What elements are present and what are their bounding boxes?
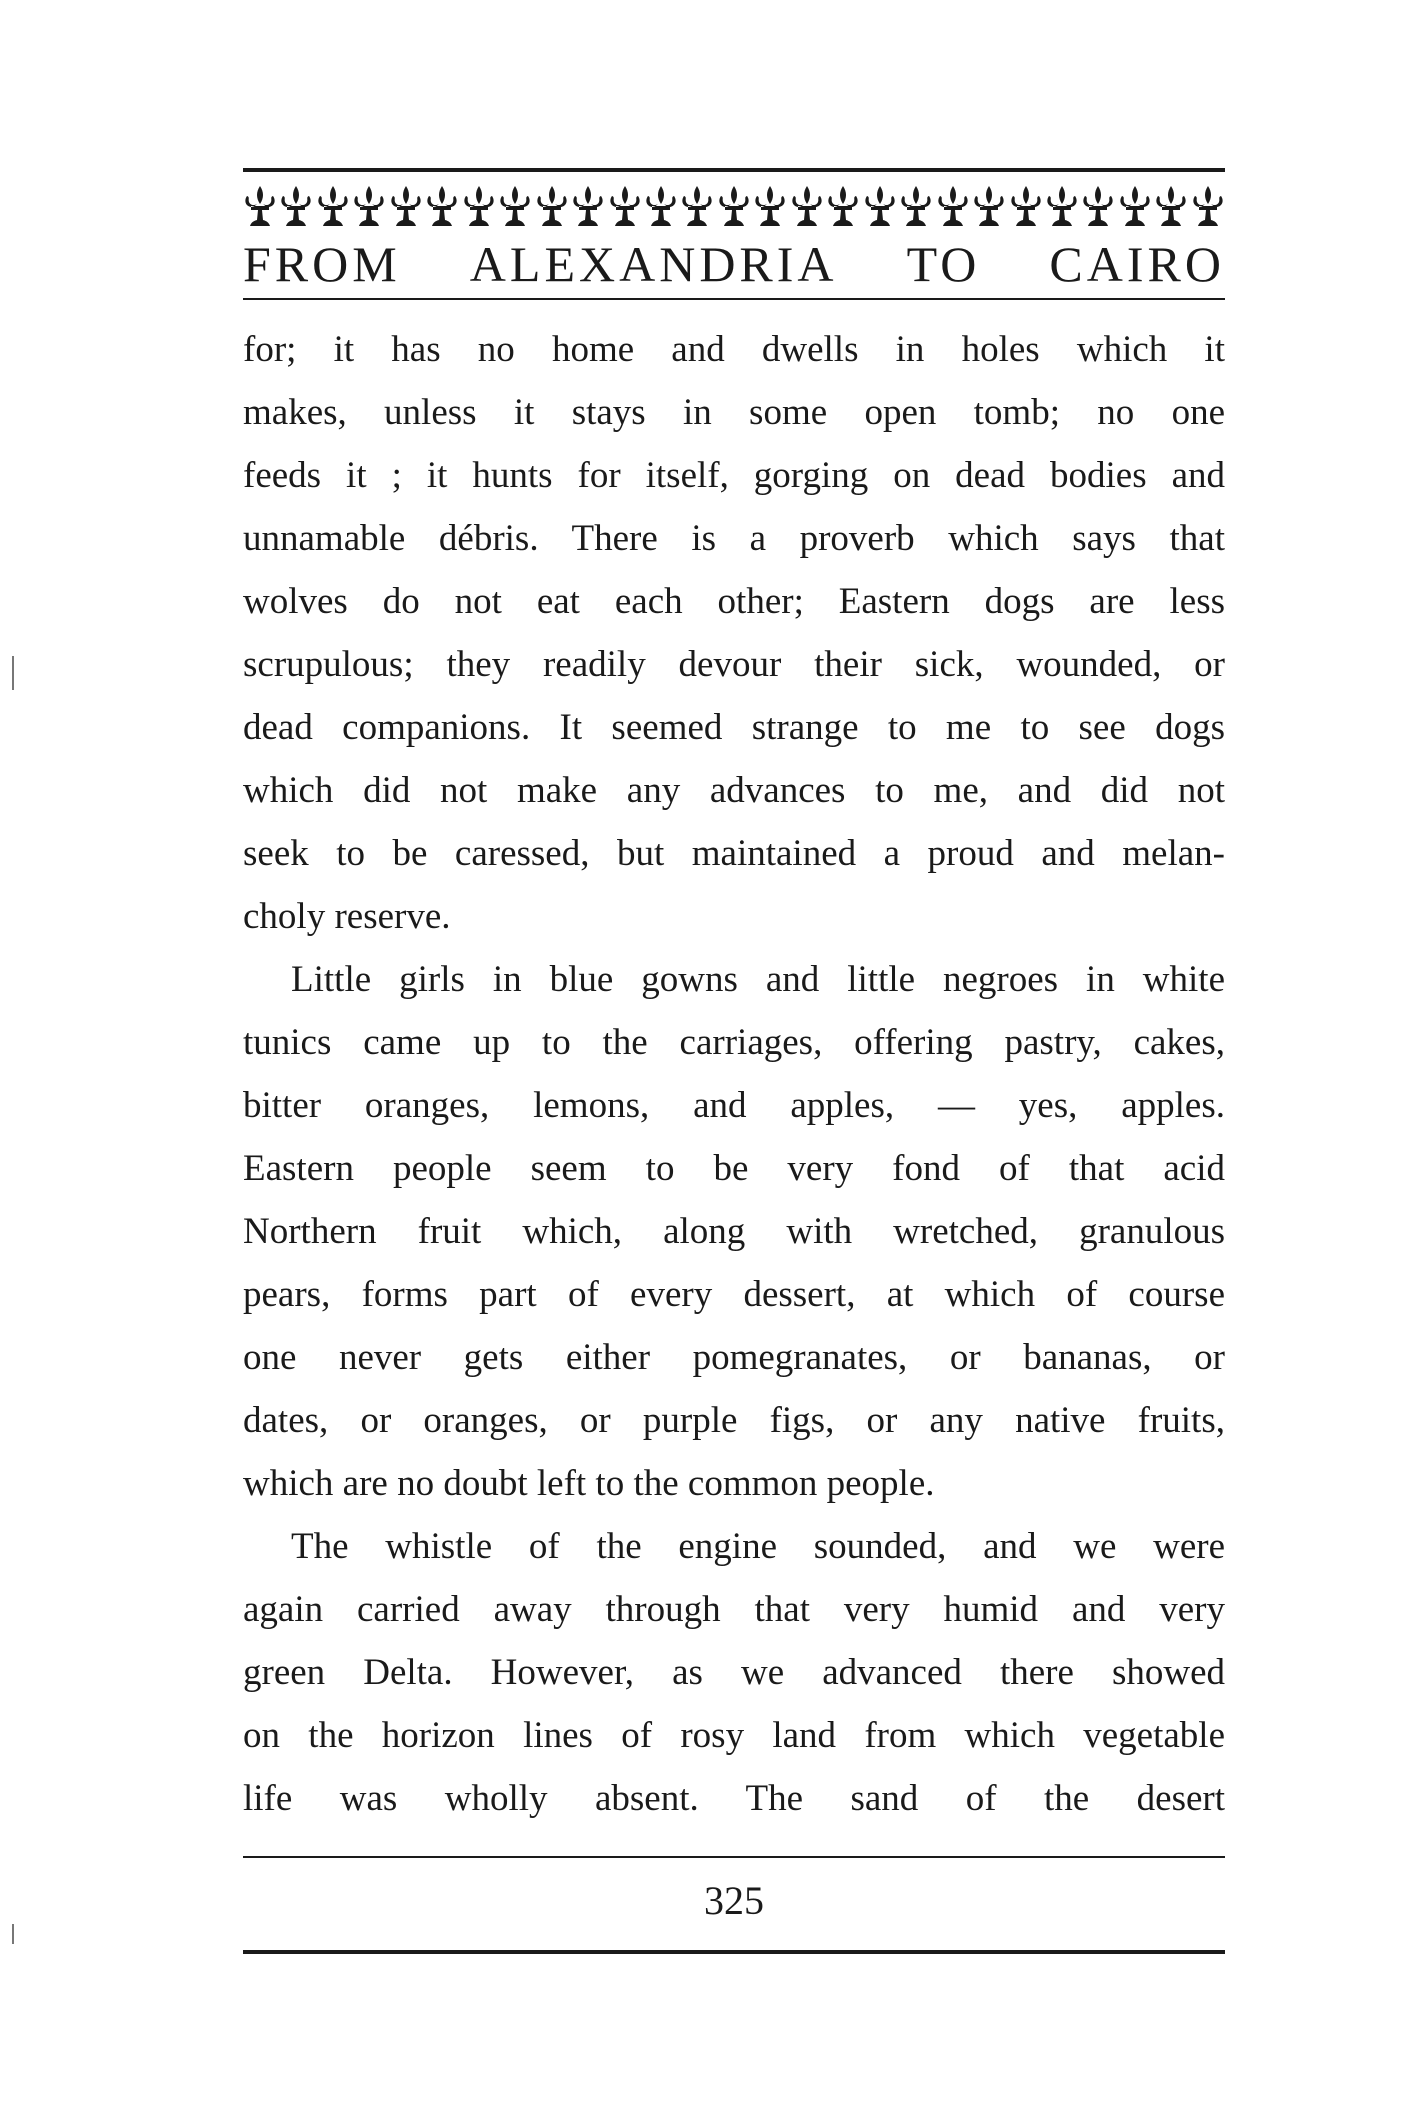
text-line: which did not make any advances to me, and did not bbox=[243, 770, 1225, 811]
fleur-de-lis-icon bbox=[936, 184, 970, 228]
text-line: Little girls in blue gowns and little negroes in white bbox=[291, 959, 1225, 1000]
fleur-de-lis-icon bbox=[972, 184, 1006, 228]
fleur-de-lis-icon bbox=[389, 184, 423, 228]
fleur-de-lis-icon bbox=[425, 184, 459, 228]
fleur-de-lis-icon bbox=[790, 184, 824, 228]
text-line: The whistle of the engine sounded, and we were bbox=[291, 1526, 1225, 1567]
text-line: feeds it ; it hunts for itself, gorging on dead bodies and bbox=[243, 455, 1225, 496]
fleur-de-lis-icon bbox=[680, 184, 714, 228]
fleur-de-lis-icon bbox=[863, 184, 897, 228]
fleur-de-lis-icon bbox=[826, 184, 860, 228]
text-line: Northern fruit which, along with wretched, granulous bbox=[243, 1211, 1225, 1252]
text-line: unnamable débris. There is a proverb which says that bbox=[243, 518, 1225, 559]
fleur-de-lis-icon bbox=[1154, 184, 1188, 228]
fleur-de-lis-icon bbox=[571, 184, 605, 228]
text-line: dates, or oranges, or purple figs, or any native fruits, bbox=[243, 1400, 1225, 1441]
fleur-de-lis-icon bbox=[498, 184, 532, 228]
running-head-word: TO bbox=[906, 236, 981, 292]
fleur-de-lis-icon bbox=[1191, 184, 1225, 228]
text-line: one never gets either pomegranates, or bananas, or bbox=[243, 1337, 1225, 1378]
fleur-de-lis-icon bbox=[608, 184, 642, 228]
fleur-de-lis-icon bbox=[1009, 184, 1043, 228]
header-rule-top bbox=[243, 168, 1225, 172]
fleur-de-lis-icon bbox=[279, 184, 313, 228]
running-head-word: FROM bbox=[243, 236, 401, 292]
text-line: green Delta. However, as we advanced there showed bbox=[243, 1652, 1225, 1693]
fleur-de-lis-icon bbox=[1081, 184, 1115, 228]
running-head-word: CAIRO bbox=[1049, 236, 1225, 292]
scan-artifact bbox=[12, 656, 14, 690]
text-line: Eastern people seem to be very fond of that acid bbox=[243, 1148, 1225, 1189]
text-line: bitter oranges, lemons, and apples, — yes, apples. bbox=[243, 1085, 1225, 1126]
text-line: choly reserve. bbox=[243, 896, 451, 937]
text-line: on the horizon lines of rosy land from which vegetable bbox=[243, 1715, 1225, 1756]
footer-rule-bottom bbox=[243, 1950, 1225, 1954]
fleur-de-lis-icon bbox=[717, 184, 751, 228]
text-line: which are no doubt left to the common people. bbox=[243, 1463, 935, 1504]
text-line: tunics came up to the carriages, offering pastry, cakes, bbox=[243, 1022, 1225, 1063]
body-text bbox=[243, 318, 1225, 1830]
text-line: dead companions. It seemed strange to me to see dogs bbox=[243, 707, 1225, 748]
text-line: pears, forms part of every dessert, at which of course bbox=[243, 1274, 1225, 1315]
footer-rule-top bbox=[243, 1856, 1225, 1858]
text-line: again carried away through that very humid and very bbox=[243, 1589, 1225, 1630]
fleur-de-lis-icon bbox=[1118, 184, 1152, 228]
text-line: scrupulous; they readily devour their sick, wounded, or bbox=[243, 644, 1225, 685]
fleur-de-lis-icon bbox=[535, 184, 569, 228]
running-head bbox=[243, 234, 1225, 294]
text-line: wolves do not eat each other; Eastern dogs are less bbox=[243, 581, 1225, 622]
text-line: seek to be caressed, but maintained a proud and melan- bbox=[243, 833, 1225, 874]
header-rule-bottom bbox=[243, 298, 1225, 300]
fleur-de-lis-icon bbox=[316, 184, 350, 228]
fleur-de-lis-icon bbox=[1045, 184, 1079, 228]
fleur-de-lis-icon bbox=[753, 184, 787, 228]
text-line: life was wholly absent. The sand of the desert bbox=[243, 1778, 1225, 1819]
fleur-de-lis-icon bbox=[899, 184, 933, 228]
ornament-border bbox=[243, 178, 1225, 234]
text-line: for; it has no home and dwells in holes which it bbox=[243, 329, 1225, 370]
fleur-de-lis-icon bbox=[462, 184, 496, 228]
page-number: 325 bbox=[704, 1878, 764, 1923]
fleur-de-lis-icon bbox=[243, 184, 277, 228]
fleur-de-lis-icon bbox=[352, 184, 386, 228]
scan-artifact bbox=[12, 1924, 14, 1944]
text-line: makes, unless it stays in some open tomb; no one bbox=[243, 392, 1225, 433]
running-head-word: ALEXANDRIA bbox=[469, 236, 838, 292]
fleur-de-lis-icon bbox=[644, 184, 678, 228]
